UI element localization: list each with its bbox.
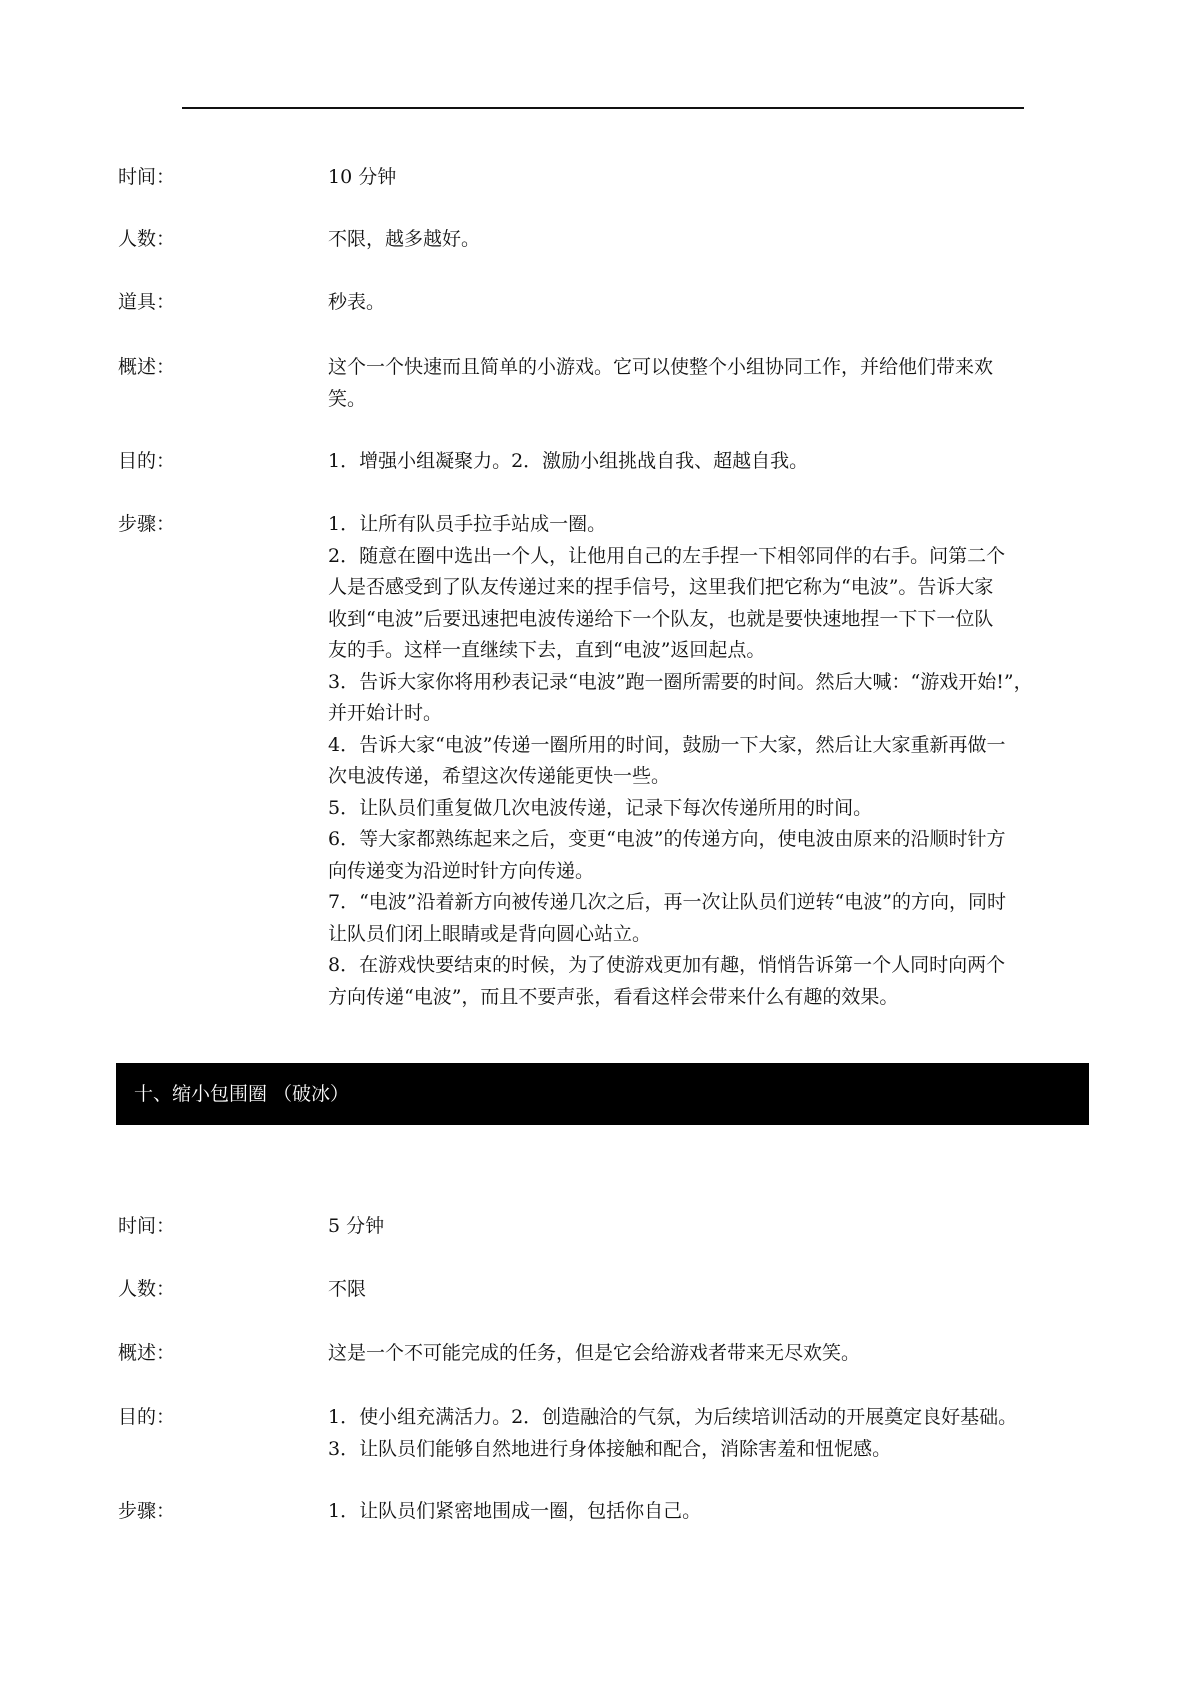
section-heading: 十、缩小包围圈 （破冰） xyxy=(134,1083,350,1105)
people-label: 人数： xyxy=(118,228,176,250)
people-value: 不限，越多越好。 xyxy=(328,228,481,250)
time-label: 时间： xyxy=(118,166,176,188)
step-line: 6．等大家都熟练起来之后，变更“电波”的传递方向，使电波由原来的沿顺时针方 xyxy=(328,828,1006,850)
summary-text xyxy=(328,352,1088,415)
people-value: 不限 xyxy=(328,1278,367,1300)
step-line: 1．让所有队员手拉手站成一圈。 xyxy=(328,513,607,535)
summary-line: 笑。 xyxy=(328,387,367,410)
props-label: 道具： xyxy=(118,291,176,313)
step-line: 次电波传递，希望这次传递能更快一些。 xyxy=(328,765,671,787)
step-line: 5．让队员们重复做几次电波传递，记录下每次传递所用的时间。 xyxy=(328,796,873,819)
step-line: 友的手。这样一直继续下去，直到“电波”返回起点。 xyxy=(328,639,766,661)
purpose-line: 1．使小组充满活力。2．创造融洽的气氛，为后续培训活动的开展奠定良好基础。 xyxy=(328,1406,1018,1428)
steps-text xyxy=(328,509,1088,1013)
step-line: 方向传递“电波”，而且不要声张，看看这样会带来什么有趣的效果。 xyxy=(328,985,899,1008)
time-label: 时间： xyxy=(118,1215,176,1237)
step-line: 1．让队员们紧密地围成一圈，包括你自己。 xyxy=(328,1500,702,1522)
summary-line: 这是一个不可能完成的任务，但是它会给游戏者带来无尽欢笑。 xyxy=(328,1342,861,1364)
step-line: 收到“电波”后要迅速把电波传递给下一个队友，也就是要快速地捏一下下一位队 xyxy=(328,607,994,630)
people-label: 人数： xyxy=(118,1278,176,1300)
step-line: 2．随意在圈中选出一个人，让他用自己的左手捏一下相邻同伴的右手。问第二个 xyxy=(328,544,1006,567)
purpose-label: 目的： xyxy=(118,1406,176,1428)
purpose-text xyxy=(328,446,1088,478)
step-line: 8．在游戏快要结束的时候，为了使游戏更加有趣，悄悄告诉第一个人同时向两个 xyxy=(328,954,1006,976)
summary-line: 这个一个快速而且简单的小游戏。它可以使整个小组协同工作，并给他们带来欢 xyxy=(328,356,994,378)
purpose-label: 目的： xyxy=(118,450,176,472)
step-line: 向传递变为沿逆时针方向传递。 xyxy=(328,859,595,882)
step-line: 3．告诉大家你将用秒表记录“电波”跑一圈所需要的时间。然后大喊：“游戏开始!”， xyxy=(328,670,1033,693)
step-line: 人是否感受到了队友传递过来的捏手信号，这里我们把它称为“电波”。告诉大家 xyxy=(328,576,994,598)
summary-label: 概述： xyxy=(118,1342,176,1364)
steps-label: 步骤： xyxy=(118,1500,176,1522)
props-value: 秒表。 xyxy=(328,291,386,313)
purpose-line: 3．让队员们能够自然地进行身体接触和配合，消除害羞和忸怩感。 xyxy=(328,1437,892,1460)
steps-label: 步骤： xyxy=(118,513,176,535)
section-heading-bar xyxy=(116,1063,1089,1125)
step-line: 并开始计时。 xyxy=(328,702,443,724)
step-line: 让队员们闭上眼睛或是背向圆心站立。 xyxy=(328,922,652,945)
time-value: 5 分钟 xyxy=(328,1215,385,1237)
steps-text xyxy=(328,1496,1088,1528)
purpose-text xyxy=(328,1402,1088,1465)
header-rule xyxy=(182,107,1024,109)
step-line: 4．告诉大家“电波”传递一圈所用的时间，鼓励一下大家，然后让大家重新再做一 xyxy=(328,733,1006,756)
summary-text xyxy=(328,1338,1088,1370)
summary-label: 概述： xyxy=(118,356,176,378)
purpose-line: 1．增强小组凝聚力。2．激励小组挑战自我、超越自我。 xyxy=(328,450,809,472)
time-value: 10 分钟 xyxy=(328,166,397,188)
step-line: 7．“电波”沿着新方向被传递几次之后，再一次让队员们逆转“电波”的方向，同时 xyxy=(328,891,1006,913)
